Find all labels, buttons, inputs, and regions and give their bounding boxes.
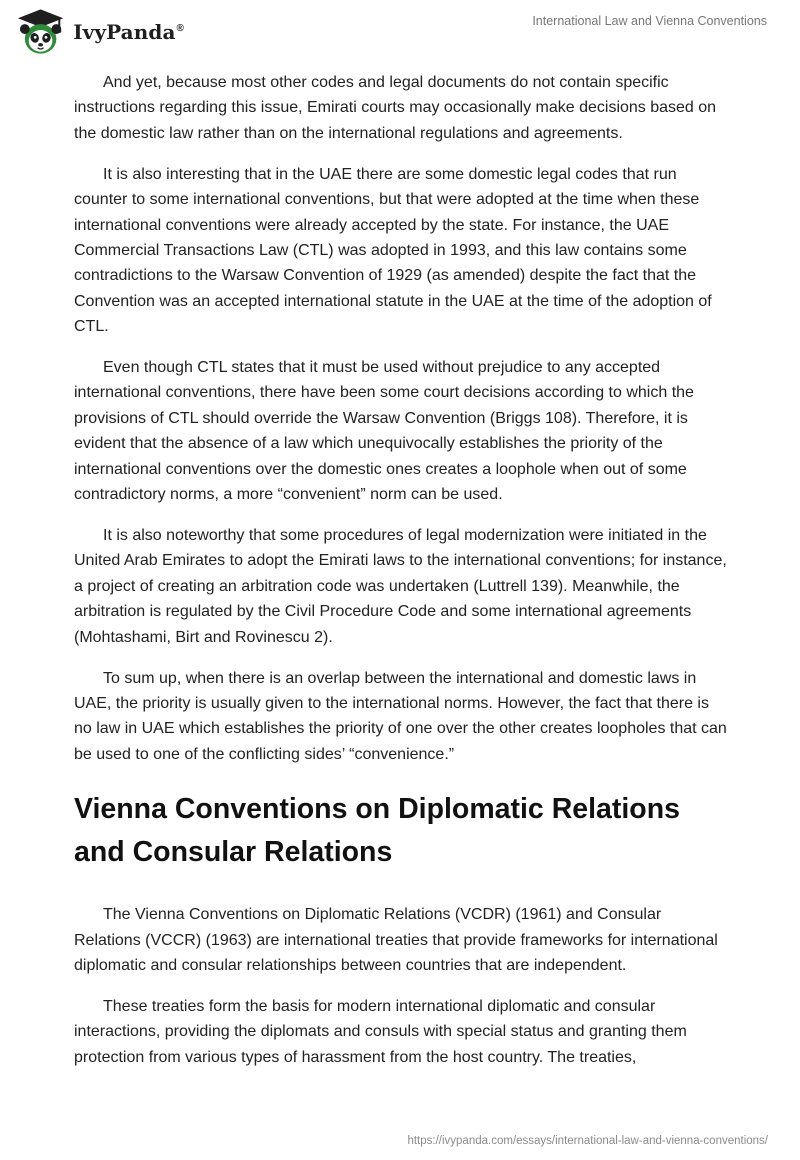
footer-url-link[interactable]: https://ivypanda.com/essays/international-law-and-vienna-conventions/ <box>407 1135 768 1147</box>
paragraph: These treaties form the basis for modern international diplomatic and consular interactions, providing the diplomats and consuls with special status and granting them protection from various types of harassment from the host country. The treaties, <box>74 997 687 1066</box>
paragraph: It is also noteworthy that some procedures of legal modernization were initiated in the United Arab Emirates to adopt the Emirati laws to the international conventions; for instance, a project of creating an arbitration code was undertaken (Luttrell 139). Meanwhile, the arbitration is regulated by the Civil Procedure Code and some international agreements (Mohtashami, Birt and Rovinescu 2). <box>74 527 727 646</box>
paragraph: Even though CTL states that it must be used without prejudice to any accepted international conventions, there have been some court decisions according to which the provisions of CTL should override the Warsaw Convention (Briggs 108). Therefore, it is evident that the absence of a law which unequivocally establishes the priority of the international conventions over the domestic ones creates a loophole when out of some contradictory norms, a more “convenient” norm can be used. <box>74 359 694 504</box>
essay-content <box>74 70 730 1086</box>
panda-graduation-cap-icon <box>14 7 67 57</box>
page-header <box>0 0 800 64</box>
paragraph: And yet, because most other codes and legal documents do not contain specific instructions regarding this issue, Emirati courts may occasionally make decisions based on the domestic law rather than on the international regulations and agreements. <box>74 74 717 142</box>
brand-name: IvyPanda® <box>73 20 184 44</box>
document-title: International Law and Vienna Conventions <box>532 14 767 28</box>
paragraph: It is also interesting that in the UAE there are some domestic legal codes that run counter to some international conventions, but that were adopted at the time when these international conventions were already accepted by the state. For instance, the UAE Commercial Transactions Law (CTL) was adopted in 1993, and this law contains some contradictions to the Warsaw Convention of 1929 (as amended) despite the fact that the Convention was an accepted international statute in the UAE at the time of the adoption of CTL. <box>74 165 712 336</box>
brand-logo[interactable] <box>14 6 184 58</box>
paragraph: The Vienna Conventions on Diplomatic Relations (VCDR) (1961) and Consular Relations (VCCR) (1963) are international treaties that provide frameworks for international diplomatic and consular relationships between countries that are independent. <box>74 906 718 974</box>
paragraph: To sum up, when there is an overlap between the international and domestic laws in UAE, the priority is usually given to the international norms. However, the fact that there is no law in UAE which establishes the priority of one over the other creates loopholes that can be used to one of the conflicting sides’ “convenience.” <box>74 669 727 763</box>
section-heading: Vienna Conventions on Diplomatic Relations and Consular Relations <box>74 793 680 869</box>
